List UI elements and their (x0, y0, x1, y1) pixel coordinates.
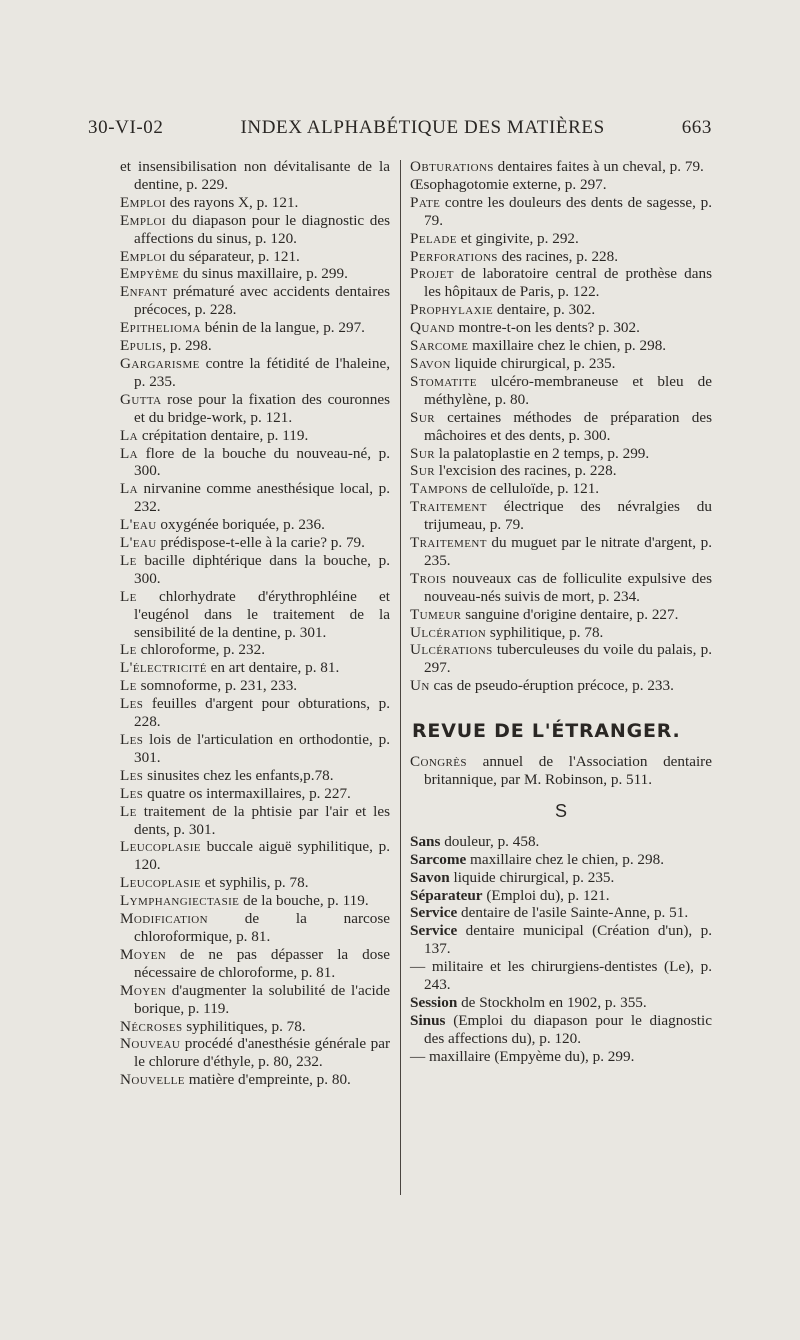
index-entry (120, 695, 390, 731)
section-title-revue: REVUE DE L'ÉTRANGER. (412, 720, 681, 743)
entry-keyword: Modification (120, 910, 208, 928)
index-entry (410, 833, 712, 851)
entry-keyword: Sarcome (410, 850, 467, 868)
index-entry (120, 874, 390, 892)
entry-text: quatre os intermaxillaires, p. 227. (143, 784, 351, 802)
entry-keyword: Traitement (410, 498, 487, 516)
entry-keyword: Obturations (410, 158, 494, 175)
index-entry (120, 1018, 390, 1036)
entry-text: prématuré avec accidents dentaires précoces, p. 228. (134, 283, 390, 319)
index-entry (120, 445, 390, 481)
index-entry (120, 355, 390, 391)
index-entry (410, 480, 712, 498)
entry-keyword: Les (120, 695, 144, 713)
entry-keyword: Projet (410, 265, 454, 283)
entry-keyword: Perforations (410, 247, 498, 265)
index-entry (120, 391, 390, 427)
entry-keyword: Le (120, 551, 137, 569)
index-entry (410, 606, 712, 624)
entry-text: oxygénée boriquée, p. 236. (156, 516, 325, 534)
index-entry (120, 641, 390, 659)
entry-text: de la bouche, p. 119. (239, 892, 369, 910)
entry-text: cas de pseudo-éruption précoce, p. 233. (429, 677, 674, 695)
index-entry (410, 677, 712, 695)
index-entry (410, 887, 712, 905)
index-entry (410, 534, 712, 570)
s-entries (410, 833, 712, 1066)
header-date: 30-VI-02 (88, 117, 164, 138)
entry-text: contre la fétidité de l'haleine, p. 235. (134, 354, 390, 390)
index-entry (410, 409, 712, 445)
entry-text: somnoforme, p. 231, 233. (136, 677, 298, 695)
index-entry (120, 803, 390, 839)
entry-text: flore de la bouche du nouveau-né, p. 300. (134, 444, 390, 480)
entry-text: de ne pas dépasser la dose nécessaire de chloroforme, p. 81. (134, 945, 390, 981)
index-entry (410, 337, 712, 355)
index-entry (410, 248, 712, 266)
entry-text: du sinus maxillaire, p. 299. (179, 265, 348, 283)
entry-text: de laboratoire central de prothèse dans les hôpitaux de Paris, p. 122. (424, 265, 712, 301)
entry-keyword: Moyen (120, 945, 167, 963)
index-entry (120, 1035, 390, 1071)
entry-keyword: Nouvelle (120, 1071, 185, 1089)
entry-text: (Emploi du diapason pour le diagnostic des affections du), p. 120. (424, 1011, 712, 1047)
entry-keyword: Les (120, 784, 144, 802)
entry-text: sinusites chez les enfants,p.78. (143, 766, 334, 784)
entry-text: procédé d'anesthésie générale par le chlorure d'éthyle, p. 80, 232. (134, 1035, 390, 1071)
entry-keyword: Session (410, 993, 458, 1011)
entry-keyword: Savon (410, 868, 450, 886)
index-entry (410, 869, 712, 887)
entry-text: de celluloïde, p. 121. (467, 480, 600, 498)
entry-text: de Stockholm en 1902, p. 355. (457, 993, 647, 1011)
index-entry (410, 1012, 712, 1048)
entry-text: de la narcose chloroformique, p. 81. (134, 910, 390, 945)
entry-keyword: Quand (410, 319, 455, 337)
entry-text: sanguine d'origine dentaire, p. 227. (461, 605, 679, 623)
entry-text: et syphilis, p. 78. (200, 874, 309, 892)
entry-text: feuilles d'argent pour obturations, p. 228. (134, 695, 390, 731)
entry-text: du séparateur, p. 121. (165, 247, 300, 265)
index-entry (120, 659, 390, 677)
entry-text: des rayons X, p. 121. (165, 193, 299, 211)
index-entry (120, 516, 390, 534)
entry-keyword: Gargarisme (120, 354, 200, 372)
entry-text: bénin de la langue, p. 297. (200, 319, 365, 337)
entry-keyword: Sur (410, 462, 435, 480)
index-entry (410, 922, 712, 958)
entry-keyword: Nécroses (120, 1017, 183, 1035)
entry-keyword: Leucoplasie (120, 838, 201, 856)
page-number: 663 (681, 117, 712, 138)
entry-text: et insensibilisation non dévitalisante de la dentine, p. 229. (120, 158, 390, 193)
entry-keyword: Moyen (120, 981, 167, 999)
entry-text: tuberculeuses du voile du palais, p. 297. (424, 641, 712, 677)
entry-keyword: Stomatite (410, 372, 477, 390)
index-entry (410, 230, 712, 248)
entry-text: Œsophagotomie externe, p. 297. (410, 175, 607, 193)
entry-text: crépitation dentaire, p. 119. (138, 426, 309, 444)
entry-keyword: Epithelioma (120, 319, 201, 337)
entry-keyword: Emploi (120, 247, 166, 265)
entry-text: matière d'empreinte, p. 80. (184, 1071, 351, 1089)
index-entry (120, 158, 390, 194)
index-entry (120, 982, 390, 1018)
entry-keyword: Le (120, 587, 137, 605)
index-entry (120, 427, 390, 445)
entry-keyword: Les (120, 766, 144, 784)
entry-text: chlorhydrate d'érythrophléine et l'eugénol dans le traitement de la sensibilité de la dentine, p. 301. (134, 587, 390, 641)
index-entry (120, 552, 390, 588)
entry-keyword: Prophylaxie (410, 301, 494, 319)
index-entry (410, 373, 712, 409)
entry-keyword: Service (410, 922, 458, 940)
entry-text: liquide chirurgical, p. 235. (450, 354, 616, 372)
entry-text: montre-t-on les dents? p. 302. (454, 319, 640, 337)
entry-text: syphilitique, p. 78. (486, 623, 604, 641)
entry-text: — maxillaire (Empyème du), p. 299. (410, 1047, 635, 1065)
entry-keyword: Empyème (120, 265, 180, 283)
index-entry (120, 785, 390, 803)
index-entry (120, 588, 390, 642)
entry-text: nirvanine comme anesthésique local, p. 232. (134, 480, 390, 516)
entry-text: contre les douleurs des dents de sagesse, p. 79. (424, 193, 712, 229)
index-entry (120, 194, 390, 212)
index-entry (120, 212, 390, 248)
entry-text: maxillaire chez le chien, p. 298. (468, 337, 667, 355)
index-entry (410, 641, 712, 677)
index-entry (410, 265, 712, 301)
entry-keyword: Tampons (410, 480, 468, 498)
entry-keyword: Emploi (120, 211, 166, 229)
entry-keyword: Sans (410, 832, 441, 850)
right-column (410, 158, 712, 1066)
entry-text: la palatoplastie en 2 temps, p. 299. (434, 444, 650, 462)
index-entry (120, 910, 390, 946)
index-entry (120, 319, 390, 337)
entry-keyword: Traitement (410, 534, 487, 552)
index-entry (120, 767, 390, 785)
index-entry (120, 534, 390, 552)
entry-text: douleur, p. 458. (440, 832, 540, 850)
entry-keyword: L'eau (120, 534, 157, 552)
entry-text: électrique des névralgies du trijumeau, p. 79. (424, 498, 712, 534)
entry-keyword: Emploi (120, 193, 166, 211)
index-entry (410, 1048, 712, 1066)
entry-text: ulcéro-membraneuse et bleu de méthylène, p. 80. (424, 372, 712, 408)
entry-text: du diapason pour le diagnostic des affections du sinus, p. 120. (134, 211, 390, 247)
entry-text: maxillaire chez le chien, p. 298. (466, 850, 665, 868)
entry-text: dentaire, p. 302. (493, 301, 596, 319)
entry-keyword: Ulcérations (410, 641, 493, 659)
index-entry (410, 904, 712, 922)
entry-text: liquide chirurgical, p. 235. (449, 868, 615, 886)
entry-keyword: Trois (410, 569, 447, 587)
index-entry (120, 731, 390, 767)
entry-keyword: Pelade (410, 229, 457, 247)
entry-keyword: Gutta (120, 390, 162, 408)
entry-text: annuel de l'Association dentaire britannique, par M. Robinson, p. 511. (424, 753, 712, 788)
index-entry (410, 158, 712, 176)
entry-text: (Emploi du), p. 121. (482, 886, 610, 904)
entry-keyword: La (120, 426, 139, 444)
entry-text: buccale aiguë syphilitique, p. 120. (134, 838, 390, 874)
index-entry (410, 851, 712, 869)
index-entry (410, 994, 712, 1012)
entry-keyword: Séparateur (410, 886, 483, 904)
entry-keyword: Congrès (410, 753, 467, 771)
column-divider (400, 160, 401, 1195)
entry-keyword: La (120, 444, 139, 462)
index-entry (410, 355, 712, 373)
index-entry (120, 1071, 390, 1089)
index-entry (410, 445, 712, 463)
entry-text: nouveaux cas de folliculite expulsive des nouveau-nés suivis de mort, p. 234. (424, 569, 712, 605)
entry-keyword: Lymphangiectasie (120, 892, 240, 910)
entry-text: dentaire municipal (Création d'un), p. 137. (424, 922, 712, 958)
entry-keyword: Epulis (120, 337, 163, 355)
entry-keyword: Pate (410, 193, 441, 211)
entry-text: dentaire de l'asile Sainte-Anne, p. 51. (457, 904, 689, 922)
entry-keyword: Nouveau (120, 1035, 181, 1053)
entry-keyword: Leucoplasie (120, 874, 201, 892)
index-entry (120, 838, 390, 874)
index-entry (410, 462, 712, 480)
page-header (88, 117, 712, 139)
index-entry (410, 958, 712, 994)
entry-keyword: Le (120, 641, 137, 659)
entry-keyword: Ulcération (410, 623, 487, 641)
entry-keyword: Un (410, 677, 430, 695)
entry-text: , p. 298. (162, 337, 212, 355)
entry-keyword: Sur (410, 408, 435, 426)
entry-text: l'excision des racines, p. 228. (434, 462, 617, 480)
entry-text: d'augmenter la solubilité de l'acide borique, p. 119. (134, 981, 390, 1017)
index-entry (120, 248, 390, 266)
index-entry (120, 677, 390, 695)
entry-text: bacille diphtérique dans la bouche, p. 300. (134, 551, 390, 587)
index-entry (410, 570, 712, 606)
entry-text: — militaire et les chirurgiens-dentistes (Le), p. 243. (410, 958, 712, 994)
index-entry (410, 301, 712, 319)
letter-heading-s: S (554, 800, 567, 821)
entry-text: et gingivite, p. 292. (456, 229, 579, 247)
index-entry (120, 946, 390, 982)
entry-text: certaines méthodes de préparation des mâchoires et des dents, p. 300. (424, 408, 712, 444)
entry-keyword: Le (120, 802, 137, 820)
entry-keyword: L'eau (120, 516, 157, 534)
entry-keyword: Sarcome (410, 337, 469, 355)
index-entry (120, 337, 390, 355)
entry-text: en art dentaire, p. 81. (206, 659, 340, 677)
page-title: INDEX ALPHABÉTIQUE DES MATIÈRES (240, 117, 605, 138)
entry-keyword: L'électricité (120, 659, 207, 677)
entry-text: chloroforme, p. 232. (136, 641, 266, 659)
index-entry (410, 498, 712, 534)
right-entries (410, 158, 712, 695)
entry-text: prédispose-t-elle à la carie? p. 79. (156, 534, 365, 552)
entry-text: des racines, p. 228. (497, 247, 619, 265)
index-entry (410, 753, 712, 789)
index-entry (120, 283, 390, 319)
entry-text: lois de l'articulation en orthodontie, p. 301. (134, 731, 390, 766)
entry-keyword: Le (120, 677, 137, 695)
entry-keyword: Sinus (410, 1011, 446, 1029)
index-entry (410, 624, 712, 642)
entry-keyword: Tumeur (410, 605, 462, 623)
entry-keyword: Enfant (120, 283, 168, 301)
entry-text: rose pour la fixation des couronnes et du bridge-work, p. 121. (134, 390, 390, 426)
index-entry (410, 194, 712, 230)
index-entry (410, 319, 712, 337)
index-entry (120, 265, 390, 283)
entry-keyword: Savon (410, 354, 451, 372)
index-entry (120, 892, 390, 910)
entry-text: traitement de la phtisie par l'air et les dents, p. 301. (134, 802, 390, 838)
entry-text: du muguet par le nitrate d'argent, p. 235. (424, 534, 712, 569)
entry-text: syphilitiques, p. 78. (182, 1017, 306, 1035)
entry-text: dentaires faites à un cheval, p. 79. (493, 158, 704, 175)
entry-keyword: Sur (410, 444, 435, 462)
index-entry (120, 480, 390, 516)
entry-keyword: Les (120, 731, 144, 748)
index-entry (410, 176, 712, 194)
revue-entries (410, 753, 712, 789)
entry-keyword: Service (410, 904, 458, 922)
left-column (120, 158, 390, 1089)
entry-keyword: La (120, 480, 139, 498)
